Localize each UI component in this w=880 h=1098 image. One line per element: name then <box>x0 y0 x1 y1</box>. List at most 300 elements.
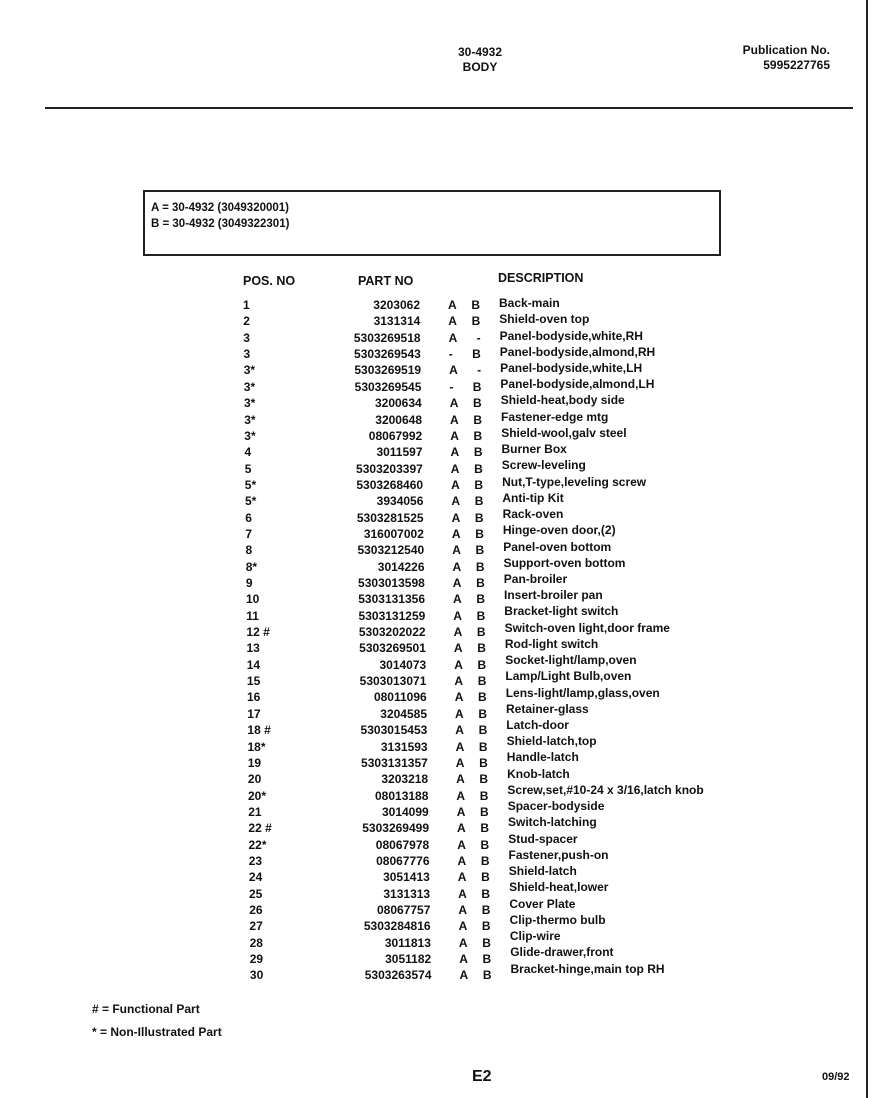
table-row <box>0 409 860 429</box>
col-header-part: PART NO <box>358 274 414 288</box>
model-a-flag: A <box>457 870 467 885</box>
model-b-flag: B <box>478 690 487 705</box>
part-description: Shield-oven top <box>499 312 590 327</box>
part-number: 08067776 <box>376 853 430 868</box>
part-number: 5303131356 <box>358 592 425 607</box>
table-row <box>0 314 860 330</box>
part-number: 5303269518 <box>353 330 421 345</box>
pos-number: 10 <box>246 592 260 607</box>
part-number: 3131313 <box>383 886 431 901</box>
pos-number: 18 # <box>247 723 271 738</box>
pos-number: 6 <box>245 510 252 525</box>
model-applicability <box>458 854 490 868</box>
table-row <box>0 847 860 870</box>
model-b-flag: B <box>473 428 483 443</box>
model-a-flag: A <box>458 903 468 917</box>
model-a-flag: A <box>453 625 463 639</box>
part-number: 5303281525 <box>356 510 424 525</box>
table-row <box>0 880 860 903</box>
publication-info <box>700 43 830 73</box>
model-a-flag: A <box>452 559 462 574</box>
model-applicability <box>453 592 485 606</box>
part-description: Switch-latching <box>508 815 597 830</box>
model-a-flag: A <box>456 788 466 803</box>
part-description: Knob-latch <box>507 766 570 781</box>
model-b-flag: B <box>471 298 480 312</box>
model-a-flag: A <box>448 298 457 312</box>
part-description: Stud-spacer <box>508 831 578 846</box>
model-b-flag: B <box>474 477 484 492</box>
part-number: 5303013071 <box>359 674 427 688</box>
table-row <box>0 539 860 559</box>
page-border <box>866 0 868 1098</box>
model-a-flag: A <box>448 330 458 345</box>
model-b-flag: B <box>477 674 487 688</box>
part-description: Back-main <box>499 296 560 310</box>
pos-number: 23 <box>248 853 263 868</box>
part-description: Shield-heat,body side <box>500 393 625 408</box>
table-row <box>0 328 860 347</box>
table-row <box>0 442 860 461</box>
table-row <box>0 572 860 592</box>
pos-number: 24 <box>248 870 263 885</box>
table-row <box>0 669 860 690</box>
part-description: Socket-light/lamp,oven <box>505 653 637 668</box>
part-number: 3934056 <box>376 494 424 509</box>
part-description: Bracket-hinge,main top RH <box>510 961 665 976</box>
part-description: Support-oven bottom <box>503 555 626 570</box>
part-number: 3014226 <box>377 559 425 574</box>
table-row <box>0 344 860 363</box>
model-b-flag: B <box>475 526 484 541</box>
part-number: 3011813 <box>384 935 431 950</box>
model-a-flag: A <box>450 428 459 443</box>
model-a-flag: A <box>452 576 462 590</box>
pos-number: 3* <box>244 428 256 443</box>
model-key-box <box>143 190 721 256</box>
model-applicability <box>451 462 483 476</box>
model-b-flag: B <box>475 543 485 558</box>
model-applicability <box>459 919 491 933</box>
table-row <box>0 831 860 854</box>
model-applicability <box>449 380 481 394</box>
pos-number: 17 <box>247 706 261 721</box>
part-description: Panel-oven bottom <box>503 539 612 554</box>
part-number: 3203062 <box>373 298 420 312</box>
model-applicability <box>459 952 491 966</box>
part-description: Shield-latch <box>508 864 577 879</box>
model-b-flag: B <box>473 445 483 460</box>
legend-functional: # = Functional Part <box>92 1002 200 1016</box>
model-applicability <box>454 658 486 672</box>
model-applicability <box>450 429 482 443</box>
model-applicability <box>448 314 480 328</box>
model-applicability <box>455 707 487 721</box>
model-applicability <box>460 968 492 982</box>
table-row <box>0 782 860 805</box>
part-description: Rod-light switch <box>504 636 599 651</box>
part-number: 3131593 <box>380 739 428 754</box>
table-row <box>0 945 860 968</box>
model-a-flag: A <box>456 804 466 819</box>
part-description: Fastener,push-on <box>508 847 609 862</box>
pos-number: 3* <box>243 379 256 394</box>
model-b-flag: B <box>475 559 485 574</box>
table-row <box>0 864 860 886</box>
pos-number: 21 <box>248 804 262 819</box>
part-number: 5303263574 <box>364 968 432 983</box>
pos-number: 8 <box>245 543 253 558</box>
pos-number: 22 # <box>248 821 272 836</box>
model-applicability <box>454 625 486 639</box>
model-a-flag: A <box>451 494 461 509</box>
part-description: Panel-bodyside,white,RH <box>499 328 643 343</box>
pos-number: 29 <box>249 952 264 966</box>
model-b-flag: B <box>472 379 482 394</box>
part-description: Fastener-edge mtg <box>501 409 609 424</box>
part-number: 3014099 <box>381 804 429 819</box>
model-a-flag: A <box>458 886 467 901</box>
part-number: 5303203397 <box>356 461 423 476</box>
pos-number: 18* <box>247 739 266 754</box>
table-row <box>0 653 860 674</box>
pos-number: 30 <box>249 968 264 983</box>
part-number: 5303269519 <box>354 363 422 378</box>
pos-number: 3* <box>244 396 256 411</box>
table-row <box>0 298 860 314</box>
model-a-flag: A <box>448 314 457 329</box>
pos-number: 5* <box>244 477 257 492</box>
pos-number: 2 <box>243 314 250 329</box>
pos-number: 19 <box>247 755 262 770</box>
part-number: 3204585 <box>380 706 427 721</box>
pos-number: 7 <box>245 526 253 541</box>
part-description: Screw-leveling <box>501 458 586 473</box>
table-row <box>0 425 860 445</box>
model-a-flag: A <box>454 657 463 672</box>
part-description: Shield-wool,galv steel <box>501 425 627 440</box>
part-description: Hinge-oven door,(2) <box>502 523 616 538</box>
model-a-flag: - <box>449 379 454 394</box>
model-a-flag: A <box>454 690 464 705</box>
model-b-flag: B <box>479 772 489 787</box>
model-b-flag: B <box>476 625 486 639</box>
model-b-flag: B <box>476 592 485 607</box>
part-description: Latch-door <box>506 718 569 732</box>
table-row <box>0 815 860 837</box>
part-description: Bracket-light switch <box>504 604 619 619</box>
part-number: 5303015453 <box>360 723 428 738</box>
part-description: Clip-thermo bulb <box>509 912 606 927</box>
part-number: 08013188 <box>375 788 429 803</box>
table-row <box>0 766 860 788</box>
model-b-flag: B <box>474 510 484 525</box>
part-number: 3051413 <box>383 870 430 885</box>
table-row <box>0 620 860 641</box>
part-number: 3200634 <box>374 396 422 411</box>
table-row <box>0 507 860 527</box>
model-applicability <box>448 298 480 312</box>
model-applicability <box>456 756 488 770</box>
pos-number: 1 <box>243 298 250 312</box>
model-a-flag: A <box>457 837 466 852</box>
model-a-flag: A <box>450 412 459 427</box>
part-number: 3051182 <box>385 952 432 966</box>
pos-number: 4 <box>244 445 252 460</box>
pos-number: 13 <box>246 641 260 656</box>
pos-number: 22* <box>248 837 267 852</box>
model-b-flag: B <box>477 641 486 656</box>
part-description: Burner Box <box>501 442 567 456</box>
part-number: 5303013598 <box>358 576 425 590</box>
model-a-flag: A <box>455 755 465 770</box>
part-number: 5303284816 <box>363 919 431 934</box>
pos-number: 20 <box>247 772 262 787</box>
part-number: 5303268460 <box>356 477 424 492</box>
model-b-flag: B <box>477 657 487 672</box>
pos-number: 11 <box>246 608 259 623</box>
model-applicability <box>450 396 482 410</box>
model-a-flag: A <box>459 952 468 966</box>
model-b-flag: B <box>482 952 492 966</box>
part-number: 3200648 <box>375 412 422 427</box>
model-a-flag: A <box>451 526 461 541</box>
model-applicability <box>451 494 483 508</box>
pos-number: 9 <box>245 576 253 590</box>
part-description: Panel-bodyside,white,LH <box>500 360 643 375</box>
model-key-a: A = 30-4932 (3049320001) <box>151 202 289 214</box>
publication-label: Publication No. <box>742 43 830 57</box>
pos-number: 3 <box>243 347 251 362</box>
model-a-flag: A <box>457 821 466 836</box>
pos-number: 3* <box>243 363 256 378</box>
part-number: 08067992 <box>368 428 423 443</box>
table-row <box>0 929 860 952</box>
table-row <box>0 636 860 657</box>
model-a-flag: A <box>457 853 467 868</box>
model-b-flag: - <box>477 363 482 378</box>
pos-number: 16 <box>247 690 261 705</box>
revision-date: 09/92 <box>822 1071 850 1083</box>
model-a-flag: A <box>450 445 460 460</box>
pos-number: 28 <box>249 935 263 950</box>
table-row <box>0 360 860 379</box>
model-applicability <box>452 543 484 557</box>
model-b-flag: B <box>481 886 491 901</box>
table-row <box>0 799 860 821</box>
part-description: Clip-wire <box>509 929 561 943</box>
model-applicability <box>455 690 487 704</box>
part-number: 08011096 <box>373 690 427 705</box>
table-row <box>0 912 860 935</box>
model-b-flag: B <box>482 968 492 983</box>
part-number: 5303202022 <box>358 625 426 639</box>
part-description: Lamp/Light Bulb,oven <box>505 669 632 684</box>
part-description: Lens-light/lamp,glass,oven <box>505 685 660 700</box>
model-b-flag: B <box>481 870 490 885</box>
model-b-flag: - <box>476 330 481 345</box>
model-b-flag: B <box>478 739 488 754</box>
part-description: Pan-broiler <box>503 572 568 586</box>
table-row <box>0 555 860 576</box>
table-row <box>0 604 860 625</box>
model-b-flag: B <box>476 608 486 623</box>
model-applicability <box>458 903 490 917</box>
pos-number: 14 <box>246 657 261 672</box>
part-description: Panel-bodyside,almond,LH <box>500 377 655 392</box>
model-b-flag: B <box>474 461 483 476</box>
publication-number: 5995227765 <box>763 58 830 72</box>
model-b-flag: B <box>480 837 490 852</box>
model-a-flag: A <box>451 477 460 492</box>
col-header-description: DESCRIPTION <box>498 271 584 285</box>
model-applicability <box>452 527 484 541</box>
part-description: Anti-tip Kit <box>502 490 564 505</box>
table-row <box>0 961 860 984</box>
table-row <box>0 685 860 706</box>
page-number: E2 <box>472 1068 492 1085</box>
model-a-flag: - <box>448 347 453 362</box>
model-b-flag: B <box>480 804 489 819</box>
table-row <box>0 458 860 478</box>
part-number: 3014073 <box>379 657 427 672</box>
pos-number: 5* <box>245 494 257 509</box>
part-number: 5303212540 <box>357 543 425 558</box>
model-a-flag: A <box>459 968 469 983</box>
part-number: 3131314 <box>373 314 421 329</box>
model-applicability <box>457 821 489 835</box>
model-a-flag: A <box>449 363 458 378</box>
part-number: 08067757 <box>377 903 431 917</box>
legend-non-illustrated: * = Non-Illustrated Part <box>92 1025 222 1039</box>
part-number: 5303269543 <box>354 347 421 362</box>
pos-number: 25 <box>249 886 263 901</box>
table-row <box>0 490 860 510</box>
table-row <box>0 750 860 772</box>
part-number: 3203218 <box>381 772 429 787</box>
model-applicability <box>449 363 481 377</box>
pos-number: 26 <box>249 903 263 917</box>
document-header <box>430 45 530 75</box>
part-number: 5303131357 <box>361 755 428 770</box>
model-b-flag: B <box>478 706 487 721</box>
model-a-flag: A <box>454 674 464 688</box>
model-a-flag: A <box>450 461 460 476</box>
header-rule <box>45 107 853 109</box>
model-applicability <box>458 887 490 901</box>
model-a-flag: A <box>455 739 465 754</box>
model-a-flag: A <box>449 396 459 411</box>
part-description: Cover Plate <box>509 896 576 911</box>
part-description: Shield-heat,lower <box>509 880 609 895</box>
part-description: Handle-latch <box>506 750 579 765</box>
section-title: BODY <box>462 60 498 74</box>
model-a-flag: A <box>452 543 461 558</box>
model-applicability <box>456 772 488 786</box>
pos-number: 27 <box>249 919 263 934</box>
table-row <box>0 523 860 543</box>
table-row <box>0 896 860 919</box>
table-row <box>0 701 860 723</box>
model-a-flag: A <box>455 723 464 738</box>
model-applicability <box>452 511 484 525</box>
model-applicability <box>459 936 491 950</box>
pos-number: 12 # <box>246 625 270 639</box>
pos-number: 3 <box>243 330 250 345</box>
pos-number: 5 <box>244 461 252 476</box>
model-applicability <box>455 723 487 737</box>
pos-number: 15 <box>246 674 261 688</box>
pos-number: 3* <box>244 412 256 427</box>
part-number: 08067978 <box>375 837 430 852</box>
part-number: 5303269499 <box>362 821 429 836</box>
model-b-flag: B <box>479 755 488 770</box>
model-key-b: B = 30-4932 (3049322301) <box>151 218 290 230</box>
part-description: Shield-latch,top <box>506 734 597 749</box>
model-b-flag: B <box>480 821 489 836</box>
table-row <box>0 377 860 396</box>
model-applicability <box>456 740 488 754</box>
part-description: Spacer-bodyside <box>507 799 605 814</box>
part-number: 3011597 <box>376 445 423 460</box>
model-a-flag: A <box>458 919 468 934</box>
model-b-flag: B <box>482 935 491 950</box>
model-applicability <box>450 413 482 427</box>
model-applicability <box>449 347 481 361</box>
model-applicability <box>449 331 481 345</box>
model-applicability <box>456 789 488 803</box>
pos-number: 8* <box>245 559 258 574</box>
model-b-flag: B <box>472 347 481 362</box>
model-applicability <box>458 870 490 884</box>
table-row <box>0 393 860 412</box>
model-b-flag: B <box>471 314 481 329</box>
part-number: 5303269545 <box>354 379 422 394</box>
table-row <box>0 718 860 739</box>
model-b-flag: B <box>473 396 482 411</box>
part-description: Retainer-glass <box>506 701 589 716</box>
part-number: 5303269501 <box>359 641 426 656</box>
model-applicability <box>457 805 489 819</box>
model-b-flag: B <box>479 788 489 803</box>
part-number: 316007002 <box>363 526 424 541</box>
model-a-flag: A <box>453 592 462 607</box>
model-a-flag: A <box>456 772 465 787</box>
model-applicability <box>453 576 485 590</box>
part-description: Switch-oven light,door frame <box>504 620 670 635</box>
pos-number: 20* <box>248 788 267 803</box>
model-applicability <box>454 641 486 655</box>
model-applicability <box>453 609 485 623</box>
model-a-flag: A <box>453 641 463 656</box>
part-description: Insert-broiler pan <box>504 588 603 603</box>
model-applicability <box>453 560 485 574</box>
model-a-flag: A <box>451 510 461 525</box>
model-b-flag: B <box>474 494 484 509</box>
model-b-flag: B <box>478 723 488 738</box>
part-description: Panel-bodyside,almond,RH <box>499 344 656 359</box>
model-number: 30-4932 <box>457 45 503 59</box>
model-applicability <box>454 674 486 688</box>
part-number: 5303131259 <box>358 608 426 623</box>
part-description: Glide-drawer,front <box>510 945 614 960</box>
model-b-flag: B <box>476 576 485 590</box>
table-row <box>0 588 860 608</box>
part-description: Rack-oven <box>502 507 564 521</box>
table-row <box>0 474 860 494</box>
model-b-flag: B <box>473 412 482 427</box>
model-applicability <box>451 445 483 459</box>
